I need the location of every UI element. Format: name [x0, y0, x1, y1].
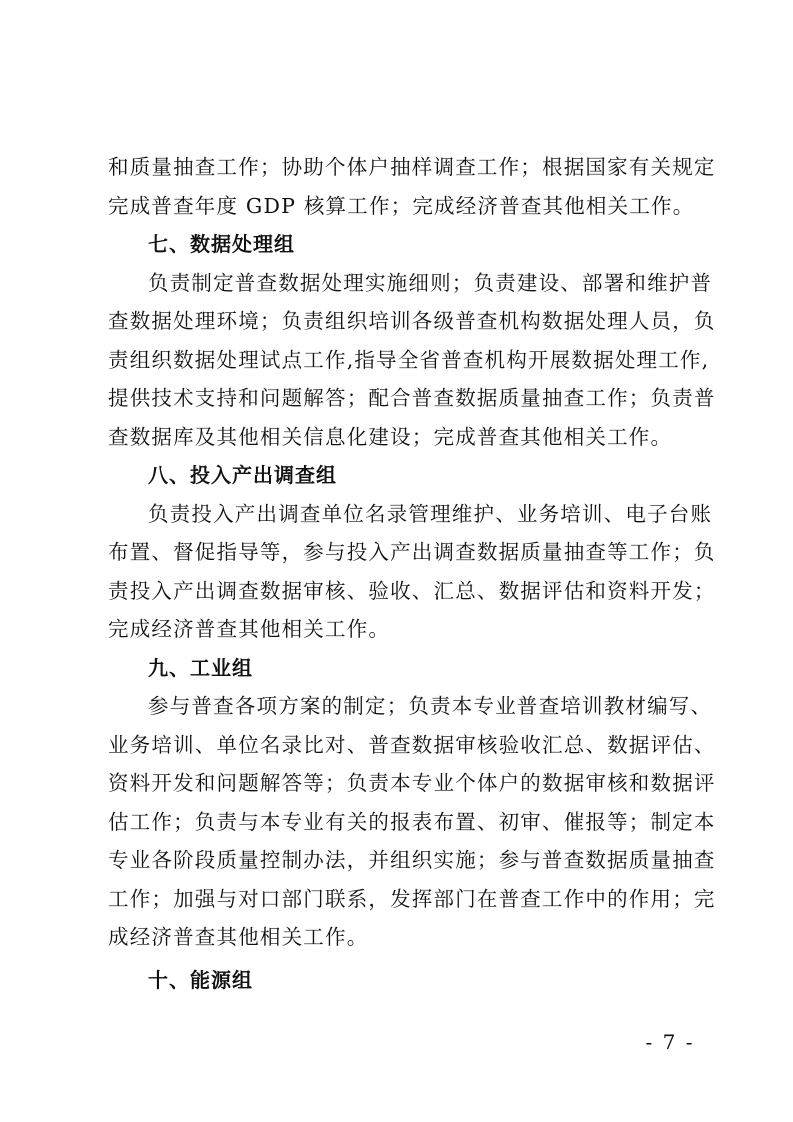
text-line: 资料开发和问题解答等；负责本专业个体户的数据审核和数据评	[108, 771, 716, 795]
text-line: 责投入产出调查数据审核、验收、汇总、数据评估和资料开发；	[108, 578, 716, 603]
text-line: 估工作；负责与本专业有关的报表布置、初审、催报等；制定本	[108, 809, 716, 834]
text-line: 完成普查年度 GDP 核算工作；完成经济普查其他相关工作。	[108, 193, 695, 218]
text-line: 成经济普查其他相关工作。	[108, 925, 369, 949]
text-line: 布置、督促指导等，参与投入产出调查数据质量抽查等工作；负	[108, 540, 716, 564]
page-number: - 7 -	[645, 1030, 695, 1054]
text-line: 负责投入产出调查单位名录管理维护、业务培训、电子台账	[148, 501, 713, 526]
text-line: 负责制定普查数据处理实施细则；负责建设、部署和维护普	[148, 270, 713, 295]
text-line: 参与普查各项方案的制定；负责本专业普查培训教材编写、	[148, 694, 713, 718]
section-heading-energy: 十、能源组	[148, 967, 253, 992]
text-line: 查数据库及其他相关信息化建设；完成普查其他相关工作。	[108, 424, 673, 449]
paragraph-continuation	[108, 148, 716, 225]
text-line: 责组织数据处理试点工作,指导全省普查机构开展数据处理工作,	[108, 347, 710, 372]
paragraph-industry	[108, 687, 716, 957]
text-line: 完成经济普查其他相关工作。	[108, 617, 391, 641]
text-line: 工作；加强与对口部门联系，发挥部门在普查工作中的作用；完	[108, 886, 716, 911]
section-heading-data-processing: 七、数据处理组	[148, 232, 295, 256]
text-line: 业务培训、单位名录比对、普查数据审核验收汇总、数据评估、	[108, 732, 716, 757]
text-line: 和质量抽查工作；协助个体户抽样调查工作；根据国家有关规定	[108, 155, 716, 179]
paragraph-input-output	[108, 495, 716, 649]
page-content	[108, 148, 716, 999]
text-line: 查数据处理环境；负责组织培训各级普查机构数据处理人员，负	[108, 309, 716, 333]
section-heading-input-output: 八、投入产出调查组	[148, 463, 337, 487]
text-line: 提供技术支持和问题解答；配合普查数据质量抽查工作；负责普	[108, 386, 716, 410]
section-heading-industry: 九、工业组	[148, 655, 253, 680]
text-line: 专业各阶段质量控制办法，并组织实施；参与普查数据质量抽查	[108, 848, 716, 872]
paragraph-data-processing	[108, 264, 716, 457]
